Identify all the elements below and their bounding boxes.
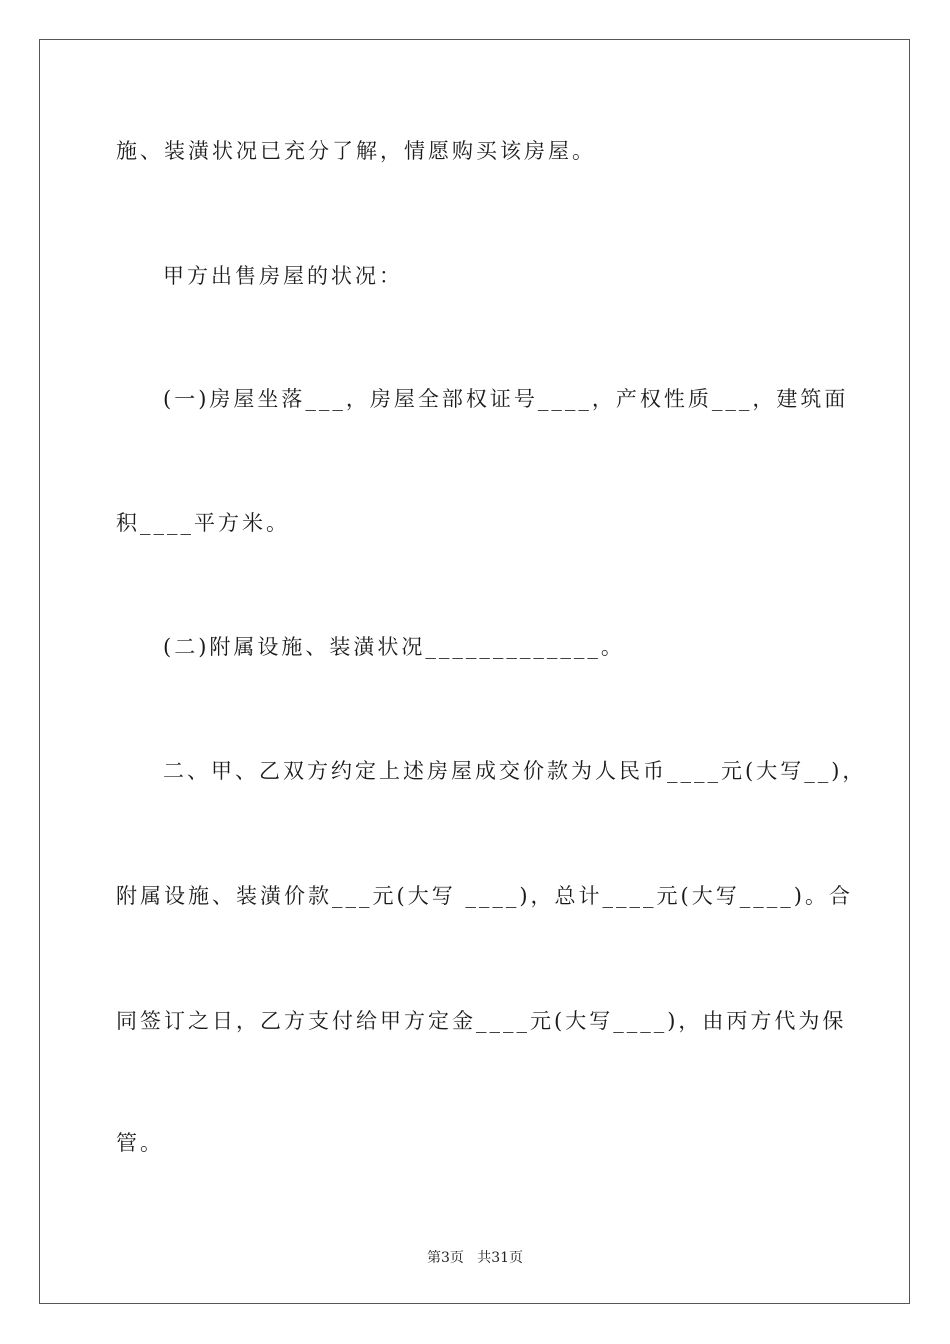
page-border [39, 39, 910, 1304]
paragraph-heading-house-status: 甲方出售房屋的状况： [163, 264, 403, 288]
paragraph-line-1: 施、装潢状况已充分了解，情愿购买该房屋。 [116, 139, 596, 163]
paragraph-line-price: 二、甲、乙双方约定上述房屋成交价款为人民币____元(大写__)， [163, 759, 867, 783]
paragraph-line-deposit: 同签订之日，乙方支付给甲方定金____元(大写____)，由丙方代为保 [116, 1009, 847, 1033]
paragraph-line-location: (一)房屋坐落___，房屋全部权证号____，产权性质___，建筑面 [163, 387, 849, 411]
paragraph-line-facilities: (二)附属设施、装潢状况_____________。 [163, 635, 625, 659]
page-number-footer: 第3页 共31页 [426, 1250, 524, 1266]
paragraph-line-area: 积____平方米。 [116, 511, 290, 535]
paragraph-line-custody: 管。 [116, 1131, 164, 1155]
paragraph-line-total: 附属设施、装潢价款___元(大写 ____)，总计____元(大写____)。合 [116, 884, 853, 908]
